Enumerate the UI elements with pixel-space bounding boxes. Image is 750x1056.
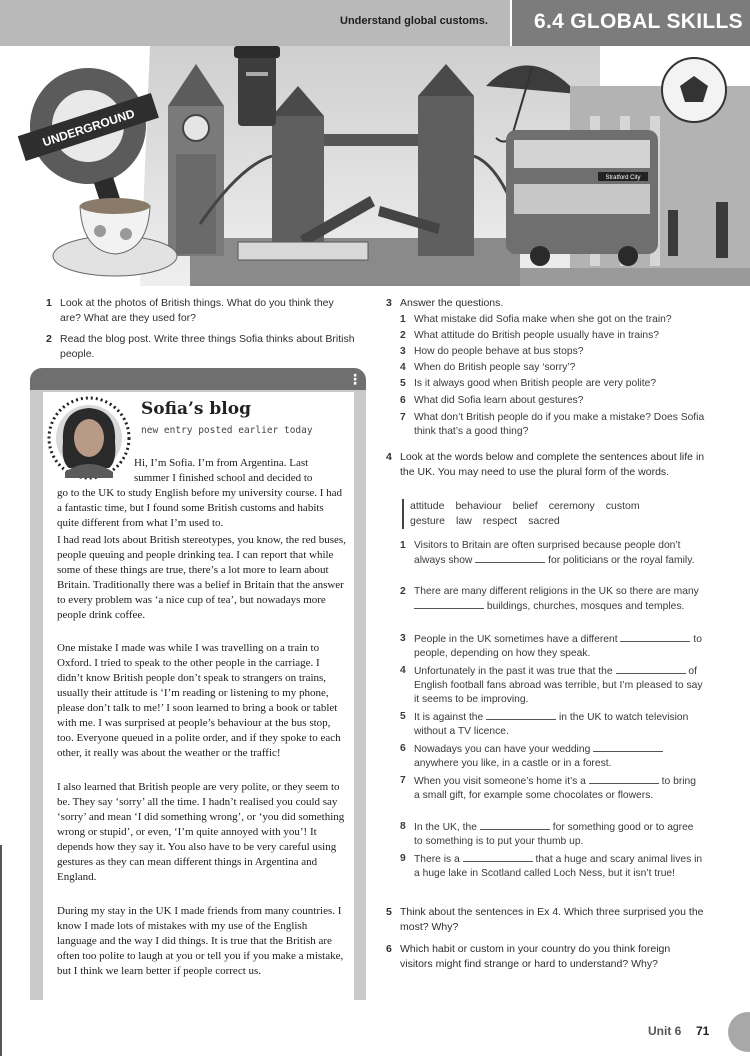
menu-dots-icon[interactable]: ⋮: [348, 371, 362, 387]
blog-title: Sofia’s blog: [141, 399, 251, 419]
word: law: [456, 515, 472, 527]
post-box: [234, 46, 280, 126]
blog-paragraph-1a: Hi, I’m Sofia. I’m from Argentina. Last summer I finished school and decided to: [134, 457, 313, 484]
section-title: 6.4 GLOBAL SKILLS: [534, 10, 743, 33]
exercise-3-title: 3 Answer the questions.: [386, 297, 504, 309]
lesson-objective: Understand global customs.: [340, 15, 488, 27]
word: belief: [512, 500, 538, 512]
pedestrian: [716, 202, 728, 258]
street: [520, 268, 750, 286]
word: attitude: [410, 500, 445, 512]
answer-blank[interactable]: [616, 664, 686, 674]
blog-paragraph-1b: go to the UK to study English before my university course. I had a fantastic time, but I found some British customs and habits quite different from what I’m used to.: [57, 487, 343, 529]
exercise-1: 1 Look at the photos of British things. What do you think they are? What are they used for?: [46, 297, 334, 324]
gap-sentence: 2 There are many different religions in the UK so there are many buildings, churches, mosques and temples.: [400, 586, 699, 612]
pedestrian: [668, 210, 678, 256]
question: 7 What don’t British people do if you make a mistake? Does Sofia think that’s a good thing?: [400, 412, 705, 437]
blog-titlebar: [30, 368, 366, 390]
answer-blank[interactable]: [414, 599, 484, 609]
gap-sentence: 8 In the UK, the for something good or to agree to something is to put your thumb up.: [400, 821, 694, 847]
gap-sentence: 4 Unfortunately in the past it was true that the of English football fans abroad was terrible, but I’m pleased to say it seems to be improving.: [400, 665, 703, 705]
answer-blank[interactable]: [486, 710, 556, 720]
british-things-photo: [0, 46, 750, 286]
blog-paragraph-3: One mistake I made was while I was travelling on a train to Oxford. I tried to speak to the other people in the carriage. I didn’t know British people don’t speak to strangers on trains, usually their attitude is ‘I’m reading or listening to my phone, please don’t talk to me!’ I soon learned to bring a book or tablet with me. I was surprised at people’s behaviour at the bus stop, too. Everyone queued in a polite order, and if they spoke to each other, it really was about the weather or the traffic!: [57, 642, 341, 759]
question: 1 What mistake did Sofia make when she got on the train?: [400, 314, 672, 325]
blog-paragraph-5: During my stay in the UK I made friends from many countries. I know I made lots of mistakes with my use of the English language and the way I did things. It is true that the British are often too polite to laugh at you or tell you if you make a mistake, but I think we learn better if people correct us.: [57, 905, 344, 977]
avatar: [47, 396, 131, 480]
blog-paragraph-4: I also learned that British people are very polite, or they seem to be. They say ‘sorry’ all the time. I hadn’t realised you could say ‘sorry’ and mean ‘I did something wrong’, or ‘you did something wrong or stupid’, or even, ‘I’m quite annoyed with you’! It depends how they say it. You also have to be very careful using gestures as they can mean different things in Argentina and England.: [57, 781, 345, 883]
page-number: 71: [696, 1024, 710, 1038]
word: sacred: [528, 515, 560, 527]
word-box: [402, 499, 710, 529]
exercise-2: 2 Read the blog post. Write three things Sofia thinks about British people.: [46, 333, 355, 360]
gap-sentence: 5 It is against the in the UK to watch television without a TV licence.: [400, 711, 689, 737]
exercise-4-title: 4 Look at the words below and complete the sentences about life in the UK. You may need to use the plural form of the words.: [386, 451, 705, 478]
answer-blank[interactable]: [475, 553, 545, 563]
page-tab: [728, 1012, 750, 1052]
blog-paragraph-2: I had read lots about British stereotypes, you know, the red buses, people queuing and people drinking tea. I can report that while some of these things are true, there’s a lot more to learn about Britain. Traditionally there was a belief in Britain that the answer to every problem was ‘a nice cup of tea’, but nowadays more people drink coffee.: [57, 534, 346, 621]
question: 6 What did Sofia learn about gestures?: [400, 395, 584, 406]
question: 2 What attitude do British people usually have in trains?: [400, 330, 659, 341]
answer-blank[interactable]: [463, 852, 533, 862]
svg-text:UNDERGROUND: UNDERGROUND: [40, 106, 137, 150]
blog-post-meta: new entry posted earlier today: [141, 425, 313, 436]
word: custom: [605, 500, 640, 512]
question: 4 When do British people say ‘sorry’?: [400, 362, 576, 373]
gap-sentence: 3 People in the UK sometimes have a different to people, depending on how they speak.: [400, 633, 702, 659]
gap-sentence: 6 Nowadays you can have your wedding anywhere you like, in a castle or in a forest.: [414, 742, 704, 771]
unit-label: Unit 6: [648, 1024, 682, 1038]
football: [662, 58, 726, 122]
gap-sentence: 7 When you visit someone’s home it’s a to bring a small gift, for example some chocolates or flowers.: [400, 775, 696, 801]
exercise-6: 6 Which habit or custom in your country do you think foreign visitors might find strange or hard to understand? Why?: [386, 943, 671, 970]
binding-edge: [0, 845, 2, 1056]
svg-text:Stratford City: Stratford City: [605, 175, 641, 181]
question: 3 How do people behave at bus stops?: [400, 346, 584, 357]
gap-sentence: 9 There is a that a huge and scary animal lives in a huge lake in Scotland called Loch Ness, but it isn’t true!: [400, 853, 703, 879]
double-decker-bus: [506, 130, 658, 266]
question: 5 Is it always good when British people are very polite?: [400, 378, 657, 389]
answer-blank[interactable]: [480, 820, 550, 830]
answer-blank[interactable]: [593, 742, 663, 752]
word: ceremony: [548, 500, 595, 512]
boat: [238, 242, 368, 260]
word: respect: [482, 515, 518, 527]
answer-blank[interactable]: [589, 774, 659, 784]
exercise-5: 5 Think about the sentences in Ex 4. Which three surprised you the most? Why?: [386, 906, 704, 933]
gap-sentence: 1 Visitors to Britain are often surprised because people don’t always show for politicians or the royal family.: [400, 540, 695, 566]
answer-blank[interactable]: [620, 632, 690, 642]
word: gesture: [410, 515, 446, 527]
word: behaviour: [455, 500, 502, 512]
